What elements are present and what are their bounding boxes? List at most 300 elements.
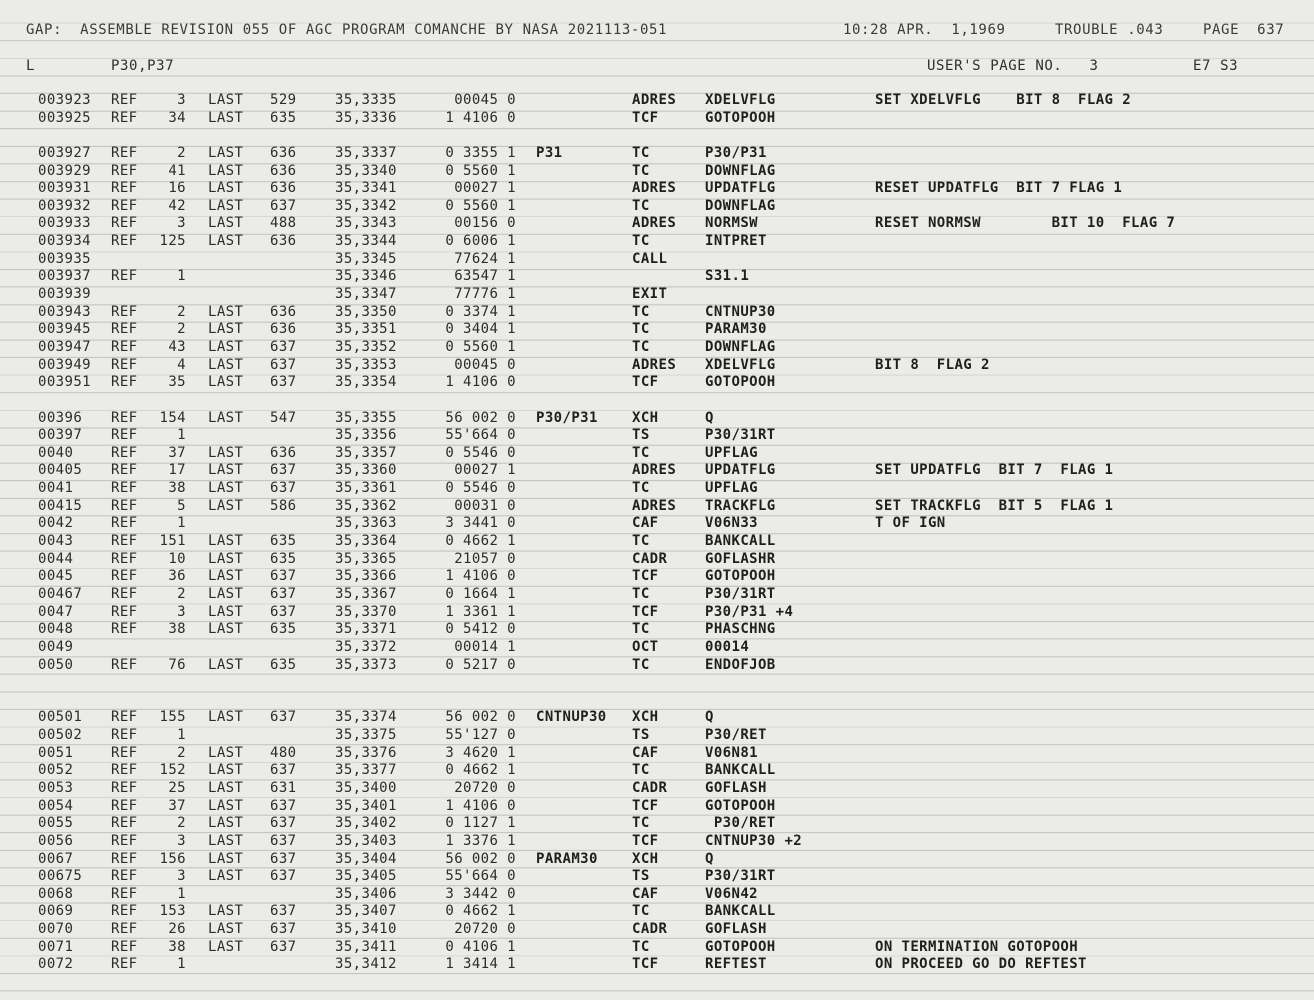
opcode: TC bbox=[632, 903, 650, 920]
symbol-label: PARAM30 bbox=[536, 850, 598, 867]
line-number: 00502 bbox=[38, 727, 83, 744]
listing-row bbox=[0, 903, 1314, 921]
symbol-label: P30/P31 bbox=[536, 409, 598, 426]
octal-word: 1 4106 0 bbox=[445, 797, 516, 814]
listing-row bbox=[0, 762, 1314, 780]
listing-row bbox=[0, 551, 1314, 569]
ref-keyword: REF bbox=[111, 885, 138, 902]
last-keyword: LAST bbox=[208, 868, 244, 885]
ref-count: 155 bbox=[159, 709, 186, 726]
line-number: 0068 bbox=[38, 885, 74, 902]
operand: PARAM30 bbox=[705, 321, 767, 338]
operand: P30/RET bbox=[705, 727, 767, 744]
operand: GOTOPOOH bbox=[705, 109, 776, 126]
last-page: 636 bbox=[270, 162, 297, 179]
comment: SET TRACKFLG BIT 5 FLAG 1 bbox=[875, 497, 1114, 514]
listing-row bbox=[0, 886, 1314, 904]
last-page: 529 bbox=[270, 92, 297, 108]
memory-address: 35,3356 bbox=[335, 427, 397, 444]
listing-row bbox=[0, 921, 1314, 939]
last-page: 637 bbox=[270, 356, 297, 373]
line-number: 0042 bbox=[38, 515, 74, 532]
octal-word: 0 4662 1 bbox=[445, 533, 516, 550]
octal-word: 20720 0 bbox=[454, 779, 516, 796]
operand: BANKCALL bbox=[705, 903, 776, 920]
octal-word: 00045 0 bbox=[454, 356, 516, 373]
operand: ENDOFJOB bbox=[705, 656, 776, 673]
last-keyword: LAST bbox=[208, 709, 244, 726]
opcode: OCT bbox=[632, 638, 659, 655]
octal-word: 0 4662 1 bbox=[445, 762, 516, 779]
ref-count: 1 bbox=[177, 515, 186, 532]
memory-address: 35,3362 bbox=[335, 497, 397, 514]
symbol-label: P31 bbox=[536, 144, 563, 161]
last-page: 637 bbox=[270, 938, 297, 955]
ref-keyword: REF bbox=[111, 109, 138, 126]
last-page: 637 bbox=[270, 709, 297, 726]
line-number: 00501 bbox=[38, 709, 83, 726]
memory-address: 35,3351 bbox=[335, 321, 397, 338]
opcode: CAF bbox=[632, 744, 659, 761]
operand: Q bbox=[705, 409, 714, 426]
ref-keyword: REF bbox=[111, 374, 138, 391]
operand: UPFLAG bbox=[705, 444, 758, 461]
opcode: CALL bbox=[632, 250, 668, 267]
last-keyword: LAST bbox=[208, 779, 244, 796]
ref-count: 2 bbox=[177, 144, 186, 161]
line-number: 00405 bbox=[38, 462, 83, 479]
opcode: TCF bbox=[632, 374, 659, 391]
line-number: 0071 bbox=[38, 938, 74, 955]
ref-count: 38 bbox=[168, 938, 186, 955]
listing-row bbox=[0, 304, 1314, 322]
operand: S31.1 bbox=[705, 268, 750, 285]
last-keyword: LAST bbox=[208, 144, 244, 161]
octal-word: 1 4106 0 bbox=[445, 109, 516, 126]
ref-keyword: REF bbox=[111, 515, 138, 532]
listing-row bbox=[0, 480, 1314, 498]
octal-word: 00156 0 bbox=[454, 215, 516, 232]
opcode: TS bbox=[632, 868, 650, 885]
opcode: ADRES bbox=[632, 215, 677, 232]
ref-count: 25 bbox=[168, 779, 186, 796]
opcode: TC bbox=[632, 197, 650, 214]
blank-line bbox=[0, 392, 1314, 410]
ref-count: 76 bbox=[168, 656, 186, 673]
operand: P30/31RT bbox=[705, 427, 776, 444]
opcode: CAF bbox=[632, 885, 659, 902]
comment: T OF IGN bbox=[875, 515, 946, 532]
memory-address: 35,3364 bbox=[335, 533, 397, 550]
line-number: 003943 bbox=[38, 303, 91, 320]
octal-word: 0 5560 1 bbox=[445, 338, 516, 355]
memory-address: 35,3353 bbox=[335, 356, 397, 373]
opcode: TC bbox=[632, 162, 650, 179]
last-page: 636 bbox=[270, 144, 297, 161]
ref-count: 36 bbox=[168, 568, 186, 585]
ref-keyword: REF bbox=[111, 144, 138, 161]
subheader-code: E7 S3 bbox=[1193, 58, 1239, 74]
line-number: 00675 bbox=[38, 868, 83, 885]
ref-count: 153 bbox=[159, 903, 186, 920]
memory-address: 35,3371 bbox=[335, 621, 397, 638]
memory-address: 35,3400 bbox=[335, 779, 397, 796]
last-page: 480 bbox=[270, 744, 297, 761]
comment: ON PROCEED GO DO REFTEST bbox=[875, 956, 1087, 973]
subheader-flag: L bbox=[26, 58, 36, 74]
memory-address: 35,3350 bbox=[335, 303, 397, 320]
last-page: 636 bbox=[270, 444, 297, 461]
memory-address: 35,3410 bbox=[335, 921, 397, 938]
last-page: 637 bbox=[270, 921, 297, 938]
operand: TRACKFLG bbox=[705, 497, 776, 514]
listing-row bbox=[0, 815, 1314, 833]
opcode: TC bbox=[632, 233, 650, 250]
memory-address: 35,3347 bbox=[335, 286, 397, 303]
opcode: ADRES bbox=[632, 92, 677, 108]
memory-address: 35,3352 bbox=[335, 338, 397, 355]
operand: P30/RET bbox=[705, 815, 776, 832]
last-page: 637 bbox=[270, 480, 297, 497]
operand: DOWNFLAG bbox=[705, 197, 776, 214]
operand: UPDATFLG bbox=[705, 180, 776, 197]
listing-row bbox=[0, 410, 1314, 428]
last-keyword: LAST bbox=[208, 303, 244, 320]
opcode: CADR bbox=[632, 550, 668, 567]
memory-address: 35,3402 bbox=[335, 815, 397, 832]
listing-row bbox=[0, 621, 1314, 639]
opcode: CAF bbox=[632, 515, 659, 532]
listing-row bbox=[0, 568, 1314, 586]
line-number: 0048 bbox=[38, 621, 74, 638]
opcode: ADRES bbox=[632, 356, 677, 373]
line-number: 0054 bbox=[38, 797, 74, 814]
ref-count: 125 bbox=[159, 233, 186, 250]
ref-count: 38 bbox=[168, 480, 186, 497]
operand: Q bbox=[705, 709, 714, 726]
opcode: TS bbox=[632, 427, 650, 444]
ref-count: 3 bbox=[177, 832, 186, 849]
ref-keyword: REF bbox=[111, 621, 138, 638]
last-keyword: LAST bbox=[208, 374, 244, 391]
ref-keyword: REF bbox=[111, 832, 138, 849]
memory-address: 35,3375 bbox=[335, 727, 397, 744]
ref-keyword: REF bbox=[111, 550, 138, 567]
line-number: 003951 bbox=[38, 374, 91, 391]
last-page: 637 bbox=[270, 568, 297, 585]
last-keyword: LAST bbox=[208, 215, 244, 232]
last-keyword: LAST bbox=[208, 568, 244, 585]
opcode: TC bbox=[632, 303, 650, 320]
subheader-section: P30,P37 bbox=[111, 58, 175, 74]
last-keyword: LAST bbox=[208, 603, 244, 620]
octal-word: 0 5560 1 bbox=[445, 162, 516, 179]
ref-keyword: REF bbox=[111, 938, 138, 955]
memory-address: 35,3411 bbox=[335, 938, 397, 955]
operand: V06N42 bbox=[705, 885, 758, 902]
octal-word: 21057 0 bbox=[454, 550, 516, 567]
octal-word: 1 3376 1 bbox=[445, 832, 516, 849]
ref-count: 41 bbox=[168, 162, 186, 179]
blank-line bbox=[0, 674, 1314, 692]
octal-word: 0 5217 0 bbox=[445, 656, 516, 673]
operand: CNTNUP30 bbox=[705, 303, 776, 320]
memory-address: 35,3370 bbox=[335, 603, 397, 620]
ref-keyword: REF bbox=[111, 956, 138, 973]
listing-row bbox=[0, 145, 1314, 163]
ref-keyword: REF bbox=[111, 215, 138, 232]
last-keyword: LAST bbox=[208, 92, 244, 108]
ref-count: 1 bbox=[177, 956, 186, 973]
operand: V06N81 bbox=[705, 744, 758, 761]
operand: P30/31RT bbox=[705, 585, 776, 602]
last-keyword: LAST bbox=[208, 197, 244, 214]
operand: INTPRET bbox=[705, 233, 767, 250]
line-number: 0049 bbox=[38, 638, 74, 655]
ref-count: 3 bbox=[177, 868, 186, 885]
ref-keyword: REF bbox=[111, 533, 138, 550]
listing-row bbox=[0, 215, 1314, 233]
octal-word: 56 002 0 bbox=[445, 850, 516, 867]
ref-count: 3 bbox=[177, 603, 186, 620]
ref-count: 37 bbox=[168, 444, 186, 461]
memory-address: 35,3401 bbox=[335, 797, 397, 814]
opcode: TC bbox=[632, 621, 650, 638]
listing-row bbox=[0, 233, 1314, 251]
opcode: TCF bbox=[632, 797, 659, 814]
ref-keyword: REF bbox=[111, 762, 138, 779]
ref-keyword: REF bbox=[111, 727, 138, 744]
ref-keyword: REF bbox=[111, 779, 138, 796]
line-number: 0045 bbox=[38, 568, 74, 585]
subheader-users-page: USER'S PAGE NO. 3 bbox=[927, 58, 1099, 74]
last-keyword: LAST bbox=[208, 550, 244, 567]
line-number: 0050 bbox=[38, 656, 74, 673]
ref-count: 5 bbox=[177, 497, 186, 514]
line-number: 003949 bbox=[38, 356, 91, 373]
last-page: 637 bbox=[270, 585, 297, 602]
line-number: 0067 bbox=[38, 850, 74, 867]
operand: REFTEST bbox=[705, 956, 767, 973]
last-page: 636 bbox=[270, 233, 297, 250]
line-number: 00396 bbox=[38, 409, 83, 426]
listing-row bbox=[0, 251, 1314, 269]
ref-keyword: REF bbox=[111, 303, 138, 320]
memory-address: 35,3346 bbox=[335, 268, 397, 285]
opcode: XCH bbox=[632, 709, 659, 726]
last-keyword: LAST bbox=[208, 480, 244, 497]
ref-count: 3 bbox=[177, 215, 186, 232]
last-keyword: LAST bbox=[208, 815, 244, 832]
octal-word: 3 4620 1 bbox=[445, 744, 516, 761]
listing-row bbox=[0, 604, 1314, 622]
ref-count: 152 bbox=[159, 762, 186, 779]
octal-word: 0 1127 1 bbox=[445, 815, 516, 832]
memory-address: 35,3405 bbox=[335, 868, 397, 885]
ref-count: 1 bbox=[177, 268, 186, 285]
octal-word: 0 4662 1 bbox=[445, 903, 516, 920]
last-page: 637 bbox=[270, 868, 297, 885]
octal-word: 55'664 0 bbox=[445, 427, 516, 444]
listing-row bbox=[0, 851, 1314, 869]
header-page: PAGE 637 bbox=[1203, 22, 1285, 38]
memory-address: 35,3357 bbox=[335, 444, 397, 461]
ref-keyword: REF bbox=[111, 921, 138, 938]
operand: P30/31RT bbox=[705, 868, 776, 885]
line-number: 0041 bbox=[38, 480, 74, 497]
octal-word: 0 5560 1 bbox=[445, 197, 516, 214]
listing-row bbox=[0, 798, 1314, 816]
ref-keyword: REF bbox=[111, 585, 138, 602]
listing-row bbox=[0, 833, 1314, 851]
listing-row bbox=[0, 268, 1314, 286]
octal-word: 0 1664 1 bbox=[445, 585, 516, 602]
listing-row bbox=[0, 374, 1314, 392]
operand: UPFLAG bbox=[705, 480, 758, 497]
ref-keyword: REF bbox=[111, 427, 138, 444]
symbol-label: CNTNUP30 bbox=[536, 709, 607, 726]
last-page: 635 bbox=[270, 621, 297, 638]
opcode: XCH bbox=[632, 850, 659, 867]
last-page: 637 bbox=[270, 832, 297, 849]
last-keyword: LAST bbox=[208, 621, 244, 638]
operand: GOTOPOOH bbox=[705, 797, 776, 814]
octal-word: 0 4106 1 bbox=[445, 938, 516, 955]
operand: CNTNUP30 +2 bbox=[705, 832, 803, 849]
memory-address: 35,3377 bbox=[335, 762, 397, 779]
line-number: 0047 bbox=[38, 603, 74, 620]
memory-address: 35,3403 bbox=[335, 832, 397, 849]
memory-address: 35,3372 bbox=[335, 638, 397, 655]
ref-count: 37 bbox=[168, 797, 186, 814]
ref-keyword: REF bbox=[111, 903, 138, 920]
last-keyword: LAST bbox=[208, 938, 244, 955]
last-keyword: LAST bbox=[208, 762, 244, 779]
ref-count: 154 bbox=[159, 409, 186, 426]
listing-row bbox=[0, 462, 1314, 480]
opcode: TCF bbox=[632, 832, 659, 849]
opcode: TC bbox=[632, 656, 650, 673]
ref-count: 2 bbox=[177, 585, 186, 602]
opcode: TC bbox=[632, 444, 650, 461]
operand: P30/P31 bbox=[705, 144, 767, 161]
ref-count: 2 bbox=[177, 303, 186, 320]
last-keyword: LAST bbox=[208, 444, 244, 461]
memory-address: 35,3363 bbox=[335, 515, 397, 532]
last-page: 637 bbox=[270, 197, 297, 214]
ref-count: 43 bbox=[168, 338, 186, 355]
opcode: ADRES bbox=[632, 497, 677, 514]
ref-count: 42 bbox=[168, 197, 186, 214]
operand: GOFLASH bbox=[705, 779, 767, 796]
ref-keyword: REF bbox=[111, 197, 138, 214]
last-keyword: LAST bbox=[208, 497, 244, 514]
opcode: TCF bbox=[632, 109, 659, 126]
line-number: 00415 bbox=[38, 497, 83, 514]
operand: GOFLASH bbox=[705, 921, 767, 938]
ref-count: 1 bbox=[177, 885, 186, 902]
operand: P30/P31 +4 bbox=[705, 603, 794, 620]
listing-row bbox=[0, 180, 1314, 198]
operand: DOWNFLAG bbox=[705, 162, 776, 179]
listing-row bbox=[0, 163, 1314, 181]
last-page: 635 bbox=[270, 550, 297, 567]
ref-keyword: REF bbox=[111, 180, 138, 197]
memory-address: 35,3376 bbox=[335, 744, 397, 761]
last-page: 636 bbox=[270, 180, 297, 197]
comment: BIT 8 FLAG 2 bbox=[875, 356, 990, 373]
opcode: TC bbox=[632, 533, 650, 550]
memory-address: 35,3354 bbox=[335, 374, 397, 391]
octal-word: 77624 1 bbox=[454, 250, 516, 267]
last-keyword: LAST bbox=[208, 533, 244, 550]
octal-word: 0 5546 0 bbox=[445, 480, 516, 497]
operand: XDELVFLG bbox=[705, 92, 776, 108]
operand: Q bbox=[705, 850, 714, 867]
ref-keyword: REF bbox=[111, 568, 138, 585]
blank-line bbox=[0, 127, 1314, 145]
octal-word: 0 3374 1 bbox=[445, 303, 516, 320]
line-number: 003939 bbox=[38, 286, 91, 303]
ref-keyword: REF bbox=[111, 868, 138, 885]
line-number: 003925 bbox=[38, 109, 91, 126]
blank-line bbox=[0, 692, 1314, 710]
octal-word: 55'127 0 bbox=[445, 727, 516, 744]
memory-address: 35,3365 bbox=[335, 550, 397, 567]
line-number: 003934 bbox=[38, 233, 91, 250]
opcode: CADR bbox=[632, 779, 668, 796]
operand: UPDATFLG bbox=[705, 462, 776, 479]
ref-count: 35 bbox=[168, 374, 186, 391]
memory-address: 35,3404 bbox=[335, 850, 397, 867]
octal-word: 1 3361 1 bbox=[445, 603, 516, 620]
operand: BANKCALL bbox=[705, 762, 776, 779]
opcode: TC bbox=[632, 762, 650, 779]
ref-count: 1 bbox=[177, 427, 186, 444]
octal-word: 56 002 0 bbox=[445, 409, 516, 426]
ref-count: 26 bbox=[168, 921, 186, 938]
octal-word: 0 3404 1 bbox=[445, 321, 516, 338]
ref-count: 34 bbox=[168, 109, 186, 126]
line-number: 003931 bbox=[38, 180, 91, 197]
last-keyword: LAST bbox=[208, 585, 244, 602]
line-number: 003947 bbox=[38, 338, 91, 355]
line-number: 0069 bbox=[38, 903, 74, 920]
octal-word: 0 3355 1 bbox=[445, 144, 516, 161]
opcode: EXIT bbox=[632, 286, 668, 303]
opcode: TC bbox=[632, 321, 650, 338]
octal-word: 56 002 0 bbox=[445, 709, 516, 726]
line-number: 0056 bbox=[38, 832, 74, 849]
memory-address: 35,3344 bbox=[335, 233, 397, 250]
ref-keyword: REF bbox=[111, 233, 138, 250]
memory-address: 35,3335 bbox=[335, 92, 397, 108]
ref-count: 1 bbox=[177, 727, 186, 744]
opcode: TC bbox=[632, 338, 650, 355]
operand: NORMSW bbox=[705, 215, 758, 232]
line-number: 00467 bbox=[38, 585, 83, 602]
memory-address: 35,3406 bbox=[335, 885, 397, 902]
operand: GOTOPOOH bbox=[705, 374, 776, 391]
last-keyword: LAST bbox=[208, 832, 244, 849]
operand: BANKCALL bbox=[705, 533, 776, 550]
header-timestamp: 10:28 APR. 1,1969 bbox=[843, 22, 1006, 38]
ref-count: 4 bbox=[177, 356, 186, 373]
line-number: 0052 bbox=[38, 762, 74, 779]
ref-keyword: REF bbox=[111, 497, 138, 514]
line-number: 003923 bbox=[38, 92, 91, 108]
line-number: 003932 bbox=[38, 197, 91, 214]
